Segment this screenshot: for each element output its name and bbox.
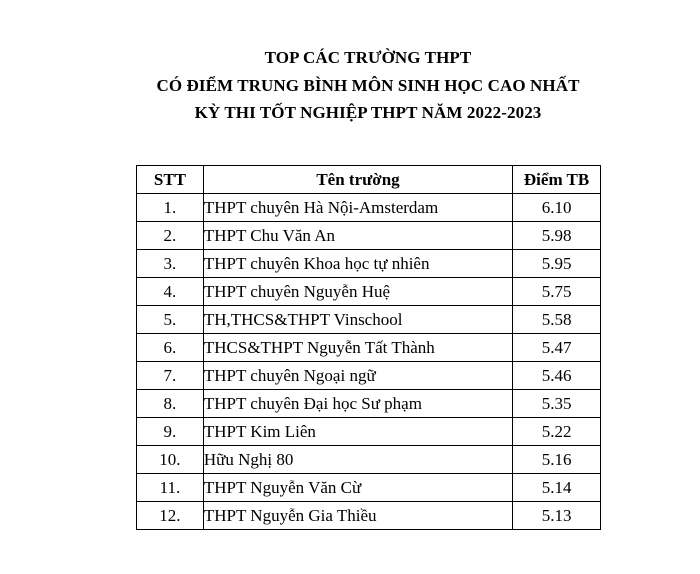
row-average-score: 5.14 [513, 474, 601, 502]
row-school-name: THPT chuyên Hà Nội-Amsterdam [203, 194, 512, 222]
row-stt: 11. [137, 474, 204, 502]
row-stt: 3. [137, 250, 204, 278]
row-stt: 5. [137, 306, 204, 334]
row-school-name: THPT chuyên Khoa học tự nhiên [203, 250, 512, 278]
row-stt: 4. [137, 278, 204, 306]
row-stt: 12. [137, 502, 204, 530]
row-average-score: 5.13 [513, 502, 601, 530]
header-average-score: Điểm TB [513, 166, 601, 194]
row-stt: 7. [137, 362, 204, 390]
header-stt: STT [137, 166, 204, 194]
row-stt: 2. [137, 222, 204, 250]
table-row [137, 502, 601, 530]
row-stt: 10. [137, 446, 204, 474]
title-line-1: TOP CÁC TRƯỜNG THPT [264, 48, 472, 67]
row-average-score: 5.98 [513, 222, 601, 250]
row-school-name: THCS&THPT Nguyễn Tất Thành [203, 334, 512, 362]
row-stt: 6. [137, 334, 204, 362]
title-line-2: CÓ ĐIỂM TRUNG BÌNH MÔN SINH HỌC CAO NHẤT [156, 75, 580, 95]
table-row [137, 390, 601, 418]
row-average-score: 5.35 [513, 390, 601, 418]
row-school-name: THPT Nguyễn Gia Thiều [203, 502, 512, 530]
row-school-name: THPT chuyên Đại học Sư phạm [203, 390, 512, 418]
row-average-score: 5.75 [513, 278, 601, 306]
row-average-score: 5.47 [513, 334, 601, 362]
row-school-name: THPT Kim Liên [203, 418, 512, 446]
table-row [137, 334, 601, 362]
table-row [137, 222, 601, 250]
row-average-score: 5.46 [513, 362, 601, 390]
document-title [0, 44, 700, 127]
row-school-name: THPT Nguyễn Văn Cừ [203, 474, 512, 502]
table-row [137, 418, 601, 446]
row-average-score: 6.10 [513, 194, 601, 222]
row-average-score: 5.58 [513, 306, 601, 334]
row-school-name: THPT Chu Văn An [203, 222, 512, 250]
row-school-name: THPT chuyên Ngoại ngữ [203, 362, 512, 390]
school-ranking-table [136, 165, 601, 530]
row-average-score: 5.95 [513, 250, 601, 278]
row-stt: 9. [137, 418, 204, 446]
table-row [137, 474, 601, 502]
table-row [137, 446, 601, 474]
row-school-name: THPT chuyên Nguyễn Huệ [203, 278, 512, 306]
table-row [137, 362, 601, 390]
row-average-score: 5.22 [513, 418, 601, 446]
row-stt: 8. [137, 390, 204, 418]
table-row [137, 194, 601, 222]
table-header-row [137, 166, 601, 194]
table-row [137, 306, 601, 334]
row-average-score: 5.16 [513, 446, 601, 474]
row-school-name: Hữu Nghị 80 [203, 446, 512, 474]
row-stt: 1. [137, 194, 204, 222]
row-school-name: TH,THCS&THPT Vinschool [203, 306, 512, 334]
header-school-name: Tên trường [203, 166, 512, 194]
title-line-3: KỲ THI TỐT NGHIỆP THPT NĂM 2022-2023 [194, 103, 542, 122]
table-row [137, 250, 601, 278]
table-row [137, 278, 601, 306]
